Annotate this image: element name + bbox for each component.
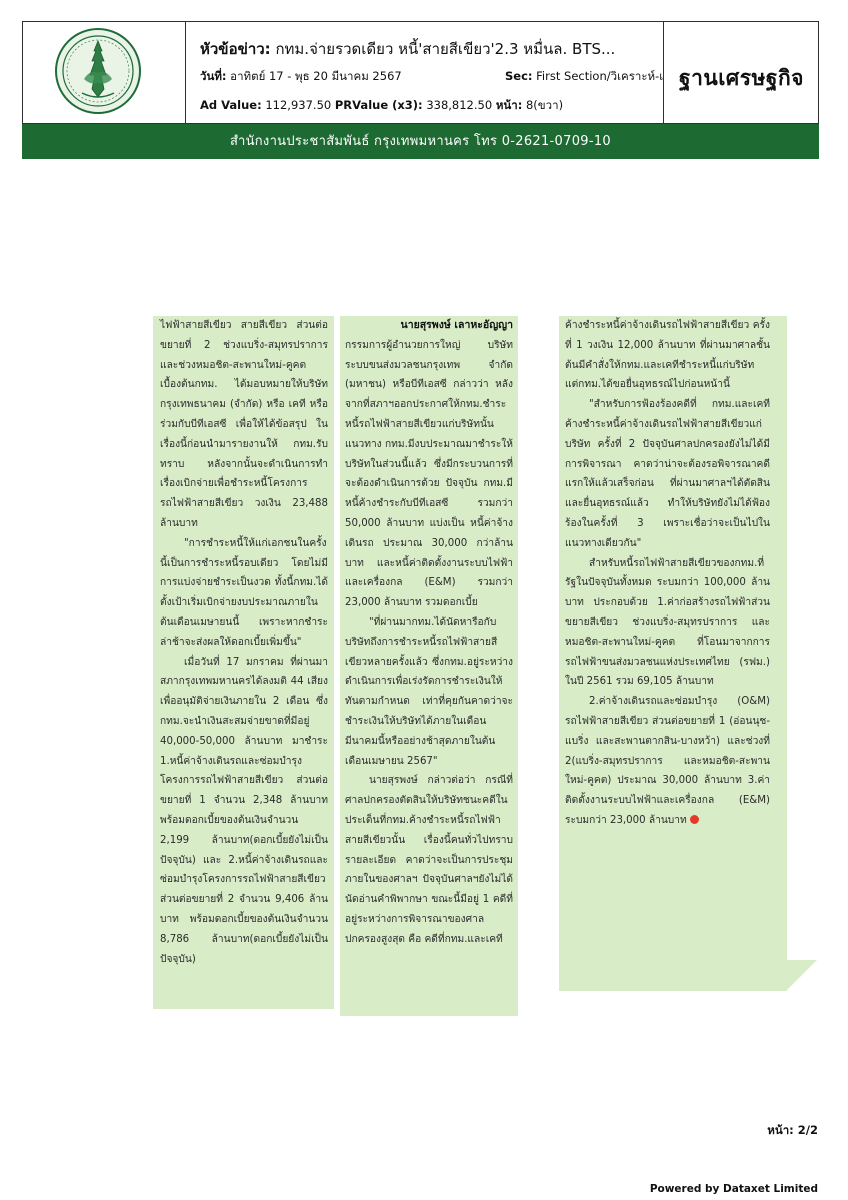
article-paragraph: ไฟฟ้าสายสีเขียว สายสีเขียว ส่วนต่อขยายที่ 2 ช่วงแบริ่ง-สมุทรปราการ และช่วงหมอชิต-สะพานใหม่-คูคต เบื้องต้นกทม. ได้มอบหมายให้บริษัทกรุงเทพธนาคม (จำกัด) หรือ เคที หรือ ร่วมกับบีทีเอสซี เพื่อให้ได้ข้อสรุป ในเรื่องนี้ก่อนนำมารายงานให้ กทม.รับทราบ หลังจากนั้นจะดำเนินการทำเรื่องเบิกจ่ายเพื่อชำระหนี้โครงการรถไฟฟ้าสายสีเขียว วงเงิน 23,488 ล้านบาท — [160, 320, 328, 529]
article-paragraph: ค้างชำระหนี้ค่าจ้างเดินรถไฟฟ้าสายสีเขียว ครั้งที่ 1 วงเงิน 12,000 ล้านบาท ที่ผ่านมาศาลชั้นต้นมีคำสั่งให้กทม.และเคทีชำระหนี้แก่บริษัท แต่กทม.ได้ขอยื่นอุทธรณ์ไปก่อนหน้านี้ — [565, 320, 770, 391]
article-paragraph: กรรมการผู้อำนวยการใหญ่ บริษัท ระบบขนส่งมวลชนกรุงเทพ จำกัด (มหาชน) หรือบีทีเอสซี กล่าวว่า หลังจากที่สภาฯออกประกาศให้กทม.ชำระหนี้รถไฟฟ้าสายสีเขียวแก่บริษัทนั้น แนวทาง กทม.มีงบประมาณมาชำระให้บริษัทในส่วนนี้แล้ว ซึ่งมีกระบวนการที่จะต้องดำเนินการด้วย ปัจจุบัน กทม.มีหนี้ค้างชำระกับบีทีเอสซี รวมกว่า 50,000 ล้านบาท แบ่งเป็น หนี้ค่าจ้างเดินรถ ประมาณ 30,000 กว่าล้านบาท และหนี้ค่าติดตั้งงานระบบไฟฟ้าและเครื่องกล (E&M) รวมกว่า 23,000 ล้านบาท รวมดอกเบี้ย — [345, 339, 513, 609]
article-column-3 — [565, 316, 770, 831]
date-value: อาทิตย์ 17 - พุธ 20 มีนาคม 2567 — [230, 69, 402, 83]
ad-value: 112,937.50 — [265, 98, 332, 112]
article-byline: นายสุรพงษ์ เลาหะอัญญา — [400, 319, 513, 331]
value-row — [200, 97, 660, 115]
section-row — [505, 68, 663, 86]
section-label: Sec: — [505, 69, 533, 83]
article-paragraph: เมื่อวันที่ 17 มกราคม ที่ผ่านมา สภากรุงเทพมหานครได้ลงมติ 44 เสียง เพื่ออนุมัติจ่ายเงินภายใน 2 เดือน ซึ่ง กทม.จะนำเงินสะสมจ่ายขาดที่มีอยู่ 40,000-50,000 ล้านบาท มาชำระ 1.หนี้ค่าจ้างเดินรถและซ่อมบำรุงโครงการรถไฟฟ้าสายสีเขียว ส่วนต่อขยายที่ 1 จำนวน 2,348 ล้านบาท พร้อมดอกเบี้ยของต้นเงินจำนวน 2,199 ล้านบาท(ดอกเบี้ยยังไม่เป็นปัจจุบัน) และ 2.หนี้ค่าจ้างเดินรถและซ่อมบำรุงโครงการรถไฟฟ้าสายสีเขียว ส่วนต่อขยายที่ 2 จำนวน 9,406 ล้านบาท พร้อมดอกเบี้ยของต้นเงินจำนวน 8,786 ล้านบาท(ดอกเบี้ยยังไม่เป็นปัจจุบัน) — [160, 656, 328, 965]
pr-value-label: PRValue (x3): — [334, 98, 423, 112]
clip-corner-fold — [787, 960, 817, 990]
article-paragraph: นายสุรพงษ์ กล่าวต่อว่า กรณีที่ศาลปกครองตัดสินให้บริษัทชนะคดีในประเด็นที่กทม.ค้างชำระหนี้รถไฟฟ้าสายสีเขียวนั้น เรื่องนี้คนทั่วไปทราบรายละเอียด คาดว่าจะเป็นการประชุมภายในของศาลฯ ปัจจุบันศาลฯยังไม่ได้นัดอ่านคำพิพากษา ขณะนี้มีอยู่ 1 คดีที่อยู่ระหว่างการพิจารณาของศาลปกครองสูงสุด คือ คดีที่กทม.และเคที — [345, 775, 513, 945]
article-paragraph-last — [565, 692, 770, 831]
page-number-label: หน้า: — [767, 1123, 794, 1137]
end-of-article-dot-icon — [690, 815, 699, 824]
ad-value-label: Ad Value: — [200, 98, 262, 112]
section-value: First Section/วิเคราะห์-เ — [536, 69, 663, 83]
contact-banner: สำนักงานประชาสัมพันธ์ กรุงเทพมหานคร โทร 0-2621-0709-10 — [22, 124, 819, 159]
headline-row — [200, 37, 660, 61]
page-number — [767, 1122, 818, 1140]
logo-cell — [23, 22, 186, 123]
page-number-value: 2/2 — [797, 1123, 818, 1137]
publication-cell — [663, 22, 819, 123]
publication-name: ฐานเศรษฐกิจ — [679, 66, 804, 90]
article-paragraph: "ที่ผ่านมากทม.ได้นัดหารือกับบริษัทถึงการชำระหนี้รถไฟฟ้าสายสีเขียวหลายครั้งแล้ว ซึ่งกทม.อยู่ระหว่างดำเนินการเพื่อเร่งรัดการชำระเงินให้ทันตามกำหนด เท่าที่คุยกันคาดว่าจะชำระเงินให้บริษัทได้ภายในเดือนมีนาคมนี้หรืออย่างช้าสุดภายในต้นเดือนเมษายน 2567" — [345, 616, 513, 767]
article-paragraph: สำหรับหนี้รถไฟฟ้าสายสีเขียวของกทม.ที่รัฐในปัจจุบันทั้งหมด ระบมกว่า 100,000 ล้านบาท ประกอบด้วย 1.ค่าก่อสร้างรถไฟฟ้าส่วนขยายสีเขียว ช่วงแบริ่ง-สมุทรปราการ และหมอชิต-สะพานใหม่-คูคต ที่โอนมาจากการรถไฟฟ้าขนส่งมวลชนแห่งประเทศไทย (รฟม.) ในปี 2561 รวม 69,105 ล้านบาท — [565, 557, 770, 688]
page-value: 8(ขวา) — [525, 98, 564, 112]
pr-value: 338,812.50 — [426, 98, 493, 112]
headline-label: หัวข้อข่าว: — [200, 40, 271, 58]
article-paragraph: "การชำระหนี้ให้แก่เอกชนในครั้งนี้เป็นการชำระหนี้รอบเดียว โดยไม่มีการแบ่งจ่ายชำระเป็นงวด ทั้งนี้กทม.ได้ตั้งเป้าเริ่มเบิกจ่ายงบประมาณภายในต้นเดือนเมษายนนี้ เพราะหากชำระล่าช้าจะส่งผลให้ดอกเบี้ยเพิ่มขึ้น" — [160, 537, 328, 648]
clipping-info — [185, 22, 663, 123]
article-column-1 — [160, 316, 328, 969]
date-label: วันที่: — [200, 69, 227, 83]
article-paragraph: "สำหรับการฟ้องร้องคดีที่ กทม.และเคที ค้างชำระหนี้ค่าจ้างเดินรถไฟฟ้าสายสีเขียวแก่บริษัท ครั้งที่ 2 ปัจจุบันศาลปกครองยังไม่ได้มีการพิจารณา คาดว่าน่าจะต้องรอพิจารณาคดีแรกให้แล้วเสร็จก่อน ที่ผ่านมาศาลฯได้ตัดสินและยื่นอุทธรณ์แล้ว ทำให้บริษัทยังไม่ได้ฟ้องร้องในครั้งที่ 3 เพราะเชื่อว่าจะเป็นไปในแนวทางเดียวกัน" — [565, 399, 770, 549]
headline: กทม.จ่ายรวดเดียว หนี้'สายสีเขียว'2.3 หมื่นล. BTS... — [275, 40, 616, 58]
page-label: หน้า: — [495, 98, 523, 112]
clipping-header — [22, 21, 819, 124]
article-paragraph-text: 2.ค่าจ้างเดินรถและซ่อมบำรุง (O&M) รถไฟฟ้าสายสีเขียว ส่วนต่อขยายที่ 1 (อ่อนนุช-แบริ่ง และสะพานตากสิน-บางหว้า) และช่วงที่ 2(แบริ่ง-สมุทรปราการ และหมอชิต-สะพานใหม่-คูคต) ประมาณ 30,000 ล้านบาท 3.ค่าติดตั้งงานระบบไฟฟ้าและเครื่องกล (E&M) ระบมกว่า 23,000 ล้านบาท — [565, 696, 770, 826]
bangkok-metropolitan-seal-icon — [54, 27, 142, 115]
powered-by: Powered by Dataxet Limited — [649, 1183, 818, 1195]
article-column-2 — [345, 316, 513, 950]
